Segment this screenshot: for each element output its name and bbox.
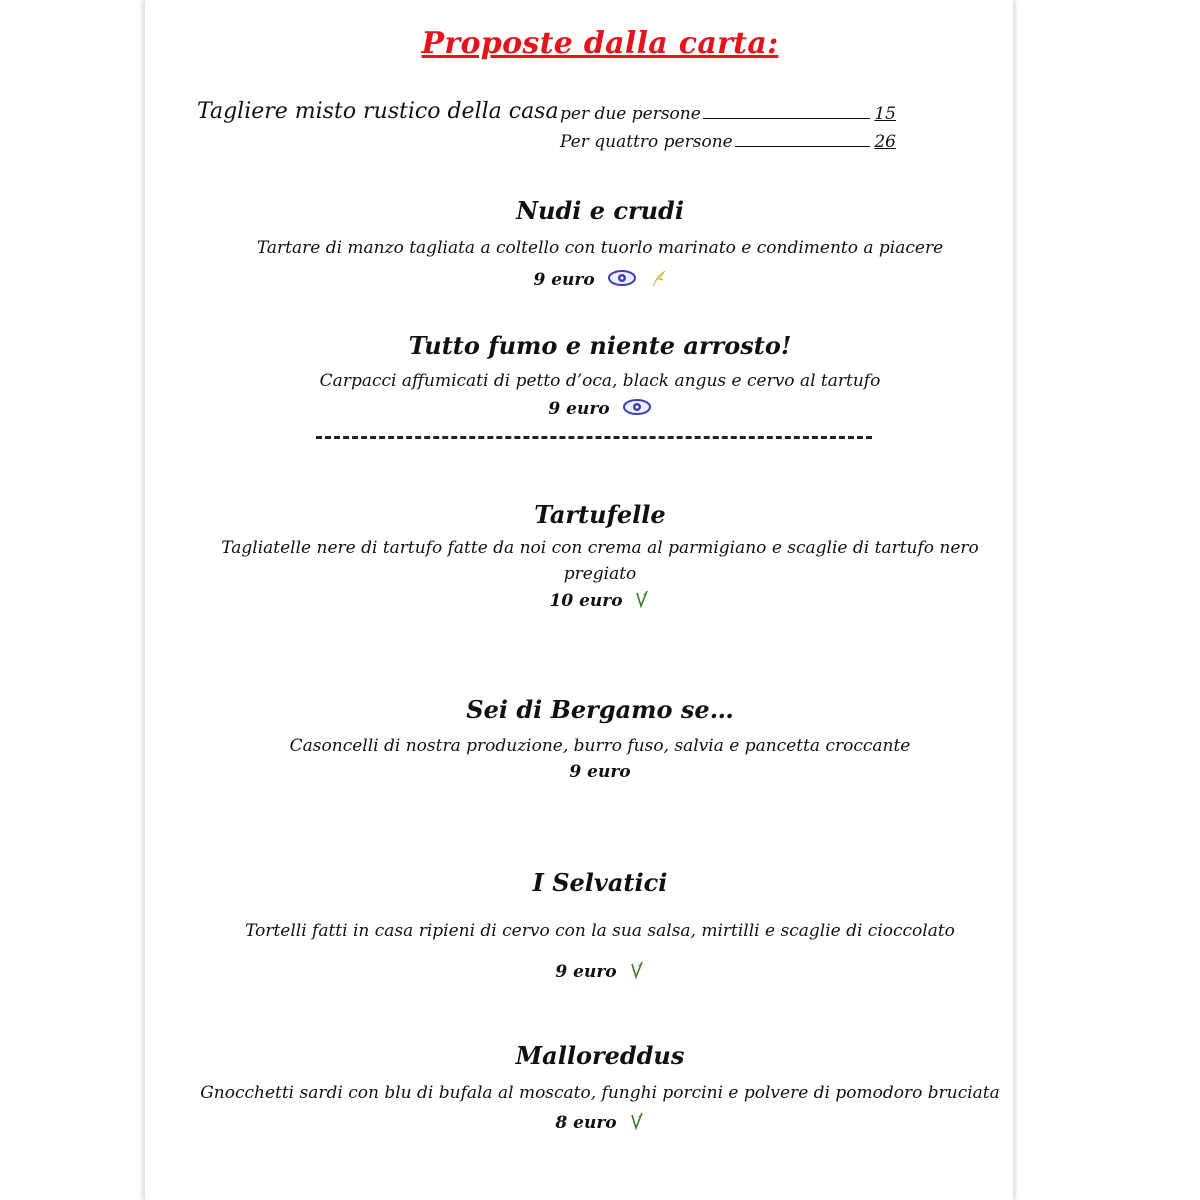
eye-icon bbox=[607, 269, 637, 292]
tagliere-option-label: Per quattro persone bbox=[560, 132, 733, 152]
tagliere-option-price: 26 bbox=[874, 132, 896, 152]
dish-price-line bbox=[0, 589, 1200, 614]
price-leader-line bbox=[703, 118, 871, 119]
vegetarian-leaf-icon bbox=[634, 589, 650, 614]
dish-price: 9 euro bbox=[548, 399, 610, 419]
dish-name: I Selvatici bbox=[532, 868, 668, 897]
dish-price: 9 euro bbox=[569, 762, 631, 782]
dish-description: Tagliatelle nere di tartufo fatte da noi con crema al parmigiano e scaglie di tartufo nero pregiato bbox=[221, 538, 979, 584]
dish-price-line bbox=[0, 960, 1200, 985]
dish-description: Carpacci affumicati di petto d’oca, black angus e cervo al tartufo bbox=[319, 371, 881, 391]
dish-name: Malloreddus bbox=[515, 1041, 685, 1070]
tagliere-name: Tagliere misto rustico della casa bbox=[197, 99, 559, 124]
dish-description: Tortelli fatti in casa ripieni di cervo con la sua salsa, mirtilli e scaglie di cioccolato bbox=[245, 921, 955, 941]
menu-title: Proposte dalla carta: bbox=[421, 26, 779, 61]
tagliere-option-label: per due persone bbox=[560, 104, 701, 124]
vegetarian-leaf-icon bbox=[629, 1111, 645, 1136]
tagliere-option-two bbox=[560, 104, 896, 124]
dish-description: Gnocchetti sardi con blu di bufala al moscato, funghi porcini e polvere di pomodoro bruciata bbox=[200, 1083, 1000, 1103]
dish-price-line bbox=[0, 1111, 1200, 1136]
star-icon bbox=[649, 268, 667, 293]
dish-price-line bbox=[0, 398, 1200, 421]
dish-price: 10 euro bbox=[549, 591, 623, 611]
dish-name: Sei di Bergamo se… bbox=[466, 695, 734, 724]
dish-name: Nudi e crudi bbox=[516, 196, 684, 225]
dish-name: Tartufelle bbox=[534, 500, 666, 529]
vegetarian-leaf-icon bbox=[629, 960, 645, 985]
tagliere-option-price: 15 bbox=[874, 104, 896, 124]
section-separator bbox=[316, 436, 872, 439]
dish-price-line bbox=[0, 762, 1200, 782]
dish-price: 8 euro bbox=[555, 1113, 617, 1133]
dish-price: 9 euro bbox=[555, 962, 617, 982]
tagliere-option-four bbox=[560, 132, 896, 152]
dish-description: Casoncelli di nostra produzione, burro fuso, salvia e pancetta croccante bbox=[289, 736, 911, 756]
price-leader-line bbox=[735, 146, 871, 147]
dish-description: Tartare di manzo tagliata a coltello con tuorlo marinato e condimento a piacere bbox=[256, 238, 944, 258]
eye-icon bbox=[622, 398, 652, 421]
dish-price: 9 euro bbox=[533, 270, 595, 290]
dish-price-line bbox=[0, 268, 1200, 293]
dish-name: Tutto fumo e niente arrosto! bbox=[408, 331, 792, 360]
